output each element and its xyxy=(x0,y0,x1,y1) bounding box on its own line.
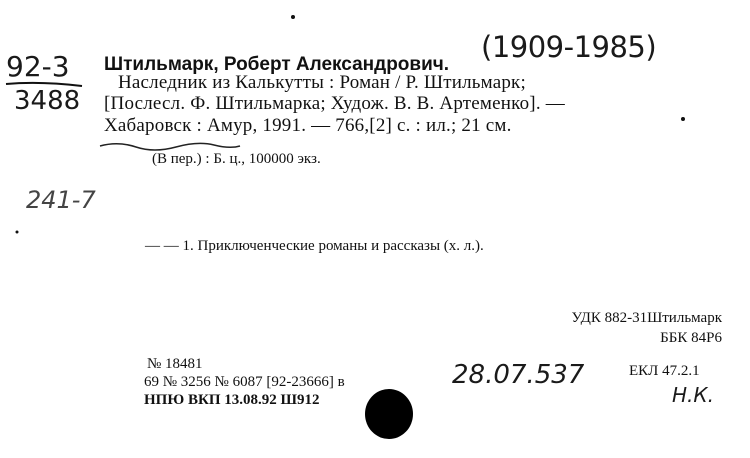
ekl-index: ЕКЛ 47.2.1 xyxy=(629,363,700,379)
author-heading: Штильмарк, Роберт Александрович. xyxy=(104,54,450,75)
title-line: Наследник из Калькутты : Роман / Р. Штильмарк; xyxy=(118,72,526,93)
stray-dot xyxy=(681,117,685,121)
ink-blot xyxy=(365,389,413,439)
stray-dot xyxy=(291,15,295,19)
udk-index: УДК 882-31Штильмарк xyxy=(571,310,722,326)
responsibility-line: [Послесл. Ф. Штильмарка; Худож. В. В. Артеменко]. — xyxy=(104,93,565,114)
binding-price-run: (В пер.) : Б. ц., 100000 экз. xyxy=(152,151,321,167)
publication-line: Хабаровск : Амур, 1991. — 766,[2] с. : ил.; 21 см. xyxy=(104,115,512,136)
bbk-index: ББК 84Р6 xyxy=(660,330,722,346)
chamber-stamp-line: НПЮ ВКП 13.08.92 Ш912 xyxy=(144,392,320,408)
registration-numbers: 69 № 3256 № 6087 [92-23666] в xyxy=(144,374,345,390)
received-date: 28.07.537 xyxy=(452,360,585,390)
card-number: № 18481 xyxy=(147,356,203,372)
author-dates: (1909-1985) xyxy=(481,30,657,64)
inventory-note: 241-7 xyxy=(26,186,96,214)
initials: Н.К. xyxy=(672,383,714,407)
shelf-mark-bottom: 3488 xyxy=(14,86,81,116)
stray-dot xyxy=(16,231,19,234)
city-underline xyxy=(100,143,240,150)
subject-heading: — — 1. Приключенческие романы и рассказы (х. л.). xyxy=(145,238,484,254)
shelf-mark-top: 92-3 xyxy=(6,50,70,83)
